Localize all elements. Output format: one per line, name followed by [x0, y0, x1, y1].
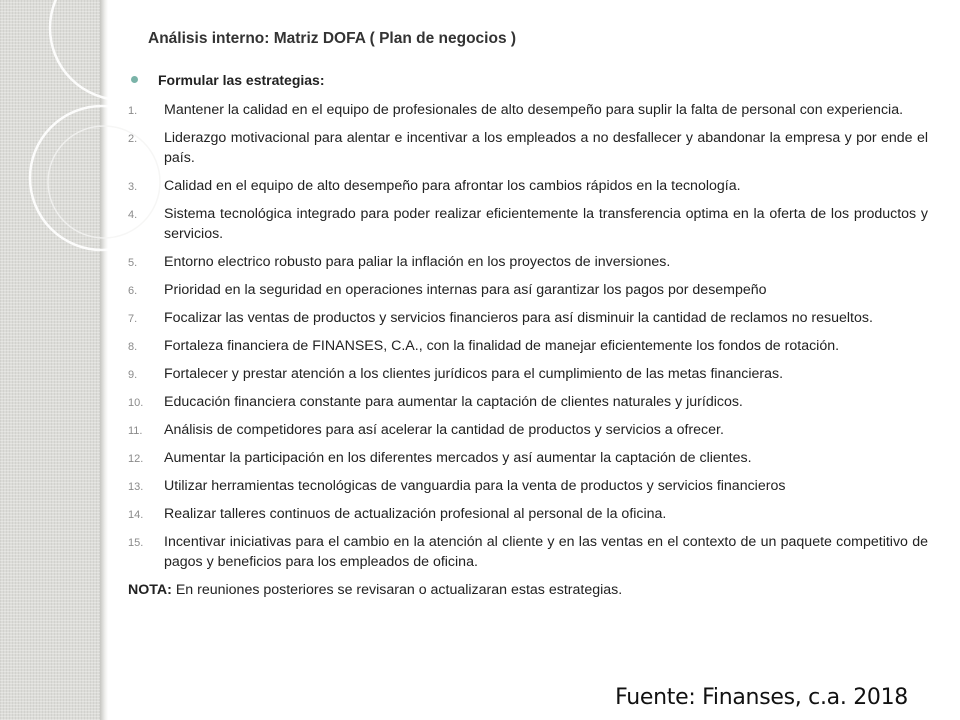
- list-item-text: Fortaleza financiera de FINANSES, C.A., con la finalidad de manejar eficientemente los fondos de rotación.: [164, 338, 840, 354]
- list-item-text: Entorno electrico robusto para paliar la inflación en los proyectos de inversiones.: [164, 254, 671, 270]
- note-label: NOTA:: [128, 582, 172, 598]
- list-item-number: 11.: [128, 425, 143, 437]
- list-item-text: Educación financiera constante para aumentar la captación de clientes naturales y jurídicos.: [164, 394, 743, 410]
- list-item: [128, 308, 928, 328]
- section-heading: [128, 70, 928, 90]
- list-item: [128, 420, 928, 440]
- strategy-list: [128, 100, 928, 572]
- list-item-text: Incentivar iniciativas para el cambio en la atención al cliente y en las ventas en el contexto de un paquete competitivo de pagos y beneficios para los empleados de oficina.: [164, 534, 928, 570]
- list-item-text: Calidad en el equipo de alto desempeño para afrontar los cambios rápidos en la tecnología.: [164, 178, 741, 194]
- list-item-number: 15.: [128, 537, 144, 549]
- list-item-number: 6.: [128, 285, 138, 297]
- list-item-number: 9.: [128, 369, 138, 381]
- bullet-dot-icon: [131, 76, 138, 83]
- note-text: En reuniones posteriores se revisaran o actualizaran estas estrategias.: [171, 582, 623, 598]
- list-item-number: 14.: [128, 509, 144, 521]
- list-item-number: 2.: [128, 133, 138, 145]
- list-item-text: Liderazgo motivacional para alentar e incentivar a los empleados a no desfallecer y abandonar la empresa y por ende el país.: [164, 130, 928, 166]
- list-item-text: Sistema tecnológica integrado para poder realizar eficientemente la transferencia optima en la oferta de los productos y servicios.: [164, 206, 928, 242]
- list-item-number: 12.: [128, 453, 144, 465]
- list-item: [128, 476, 928, 496]
- list-item: [128, 336, 928, 356]
- list-item: [128, 100, 928, 120]
- page-title: Análisis interno: Matriz DOFA ( Plan de negocios ): [148, 30, 517, 47]
- list-item-number: 5.: [128, 257, 138, 269]
- list-item: [128, 252, 928, 272]
- note: [128, 580, 928, 600]
- list-item-text: Aumentar la participación en los diferentes mercados y así aumentar la captación de clientes.: [164, 450, 752, 466]
- section-heading-text: Formular las estrategias:: [158, 72, 325, 88]
- list-item: [128, 448, 928, 468]
- list-item-number: 10.: [128, 397, 144, 409]
- list-item: [128, 204, 928, 244]
- list-item-text: Mantener la calidad en el equipo de profesionales de alto desempeño para suplir la falta de personal con experiencia.: [164, 102, 904, 118]
- list-item: [128, 392, 928, 412]
- list-item-text: Análisis de competidores para así acelerar la cantidad de productos y servicios a ofrecer.: [164, 422, 724, 438]
- list-item-number: 4.: [128, 209, 138, 221]
- list-item: [128, 532, 928, 572]
- list-item-number: 8.: [128, 341, 138, 353]
- list-item-number: 7.: [128, 313, 138, 325]
- list-item-text: Focalizar las ventas de productos y servicios financieros para así disminuir la cantidad de reclamos no resueltos.: [164, 310, 873, 326]
- list-item-text: Fortalecer y prestar atención a los clientes jurídicos para el cumplimiento de las metas financieras.: [164, 366, 784, 382]
- source-caption: Fuente: Finanses, c.a. 2018: [615, 685, 908, 710]
- list-item-number: 1.: [128, 105, 138, 117]
- list-item: [128, 176, 928, 196]
- strategy-content: [128, 70, 928, 600]
- list-item-text: Realizar talleres continuos de actualización profesional al personal de la oficina.: [164, 506, 667, 522]
- list-item-text: Prioridad en la seguridad en operaciones internas para así garantizar los pagos por desempeño: [164, 282, 767, 298]
- list-item-text: Utilizar herramientas tecnológicas de vanguardia para la venta de productos y servicios financieros: [164, 478, 786, 494]
- list-item: [128, 364, 928, 384]
- list-item-number: 3.: [128, 181, 138, 193]
- list-item: [128, 128, 928, 168]
- list-item: [128, 280, 928, 300]
- list-item-number: 13.: [128, 481, 144, 493]
- list-item: [128, 504, 928, 524]
